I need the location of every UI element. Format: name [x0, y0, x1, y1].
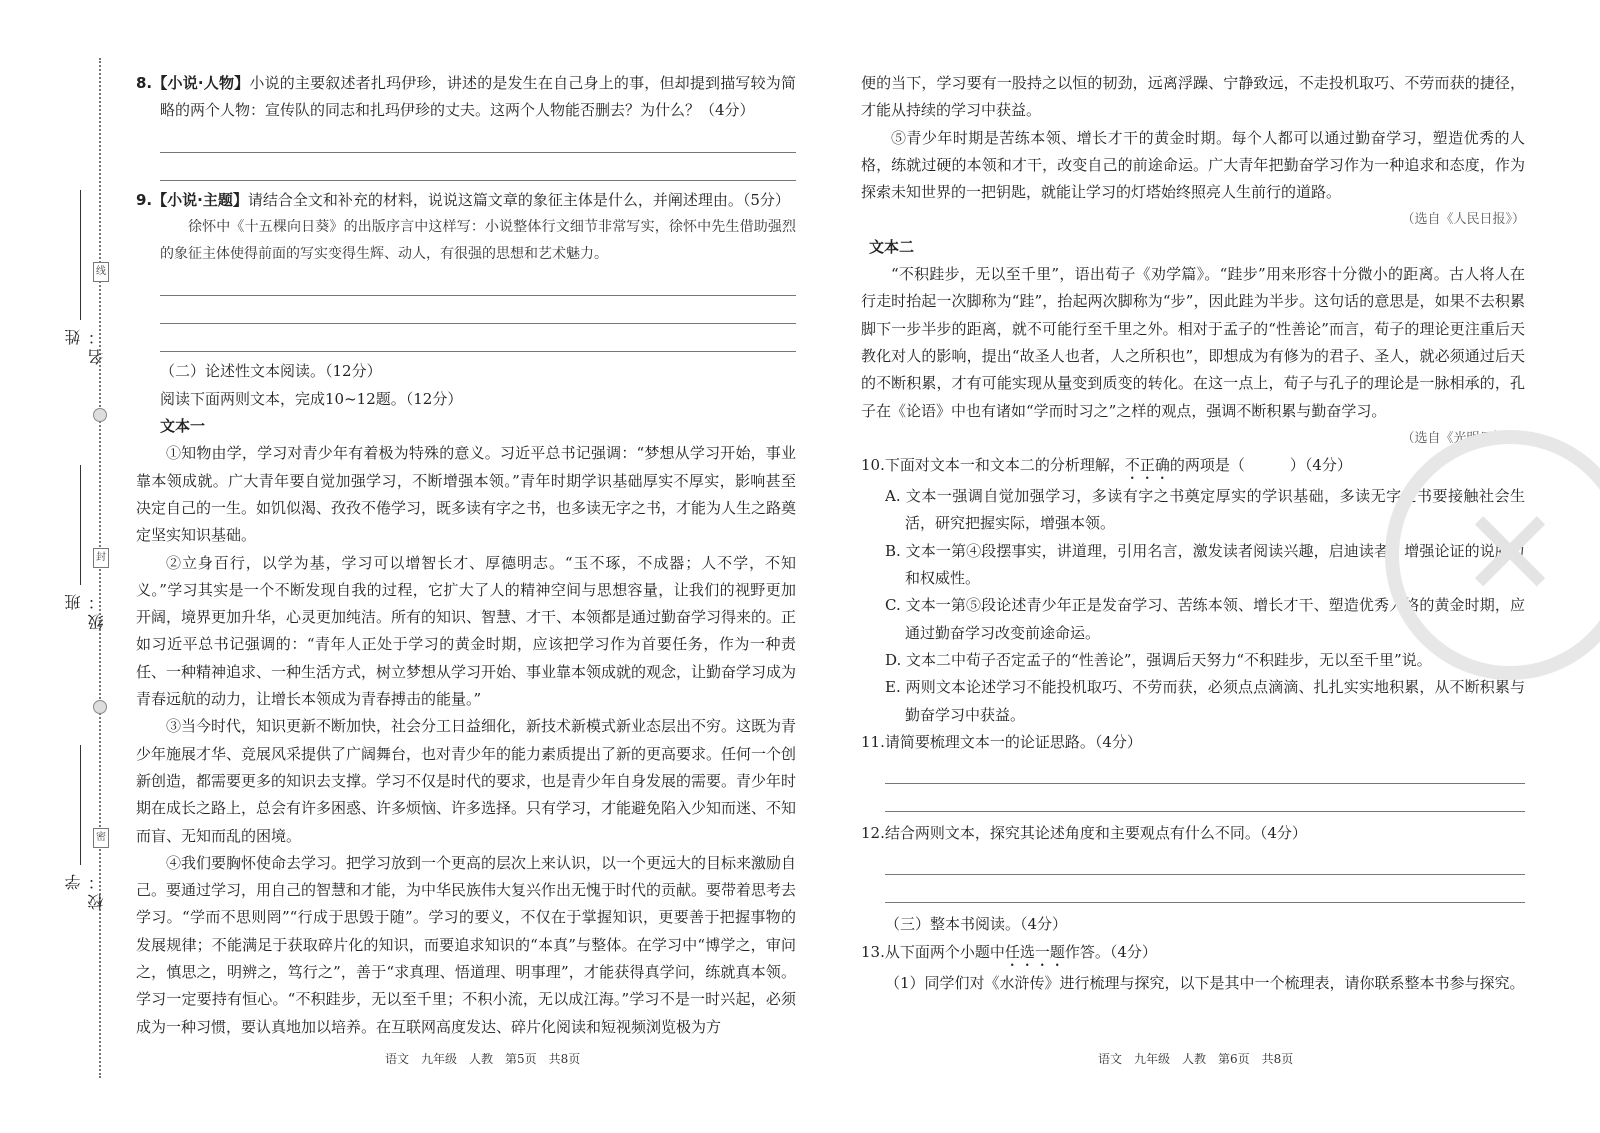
- class-field[interactable]: [80, 465, 81, 585]
- paragraph: ③当今时代，知识更新不断加快，社会分工日益细化，新技术新模式新业态层出不穷。这既为青少年施展才华、竞展风采提供了广阔舞台，也对青少年的能力素质提出了新的更高要求。任何一个创新创造，都需要更多的知识去支撑。学习不仅是时代的要求，也是青少年自身发展的需要。青少年时期在成长之路上，总会有许多困惑、许多烦恼、许多选择。只有学习，才能避免陷入少知而迷、不知而盲、无知而乱的困境。: [136, 717, 797, 845]
- paragraph: ④我们要胸怀使命去学习。把学习放到一个更高的层次上来认识，以一个更远大的目标来激励自己。要通过学习，用自己的智慧和才能，为中华民族伟大复兴作出无愧于时代的贡献。要带着思考去学习。“学而不思则罔”“行成于思毁于随”。学习的要义，不仅在于掌握知识，更要善于把握事物的发展规律；不能满足于获取碎片化的知识，而要追求知识的“本真”与整体。在学习中“博学之，审问之，慎思之，明辨之，笃行之”，善于“求真理、悟道理、明事理”，才能获得真学问，练就真本领。学习一定要持有恒心。“不积跬步，无以至千里；不积小流，无以成江海。”学习不是一时兴起，必须成为一种习惯，要认真地加以培养。在互联网高度发达、碎片化阅读和短视频浏览极为方: [136, 853, 797, 1036]
- question-13: 13.从下面两个小题中任选一题作答。（4分）: [861, 942, 1157, 961]
- answer-line[interactable]: [160, 324, 796, 352]
- binding-margin: [0, 0, 120, 1133]
- question-8: 8.【小说·人物】小说的主要叙述者扎玛伊珍，讲述的是发生在自己身上的事，但却提到描写较为简略的两个人物：宣传队的同志和扎玛伊珍的丈夫。这两个人物能否删去？为什么？（4分）: [136, 74, 796, 120]
- page-footer: 语文 九年级 人教 第5页 共8页: [385, 1052, 581, 1066]
- answer-line[interactable]: [885, 875, 1525, 903]
- question-12: 12.结合两则文本，探究其论述角度和主要观点有什么不同。（4分）: [861, 824, 1307, 843]
- answer-line[interactable]: [885, 784, 1525, 812]
- seal-mark-xian: 线: [93, 262, 109, 282]
- name-field[interactable]: [80, 190, 81, 320]
- answer-line[interactable]: [885, 847, 1525, 875]
- class-label: 班级：: [64, 590, 106, 630]
- page-footer: 语文 九年级 人教 第6页 共8页: [1098, 1052, 1294, 1066]
- option-d: D. 文本二中荀子否定孟子的“性善论”，强调后天努力“不积跬步，无以至千里”说。: [885, 650, 1432, 669]
- question-9: 9.【小说·主题】请结合全文和补充的材料，说说这篇文章的象征主体是什么，并阐述理由。（5分）: [136, 190, 790, 209]
- school-field[interactable]: [80, 745, 81, 865]
- question-11: 11.请简要梳理文本一的论证思路。（4分）: [861, 732, 1142, 751]
- left-page: [136, 70, 796, 1041]
- seal-mark-mi: 密: [93, 828, 109, 848]
- question-10: 10.下面对文本一和文本二的分析理解，不正确的两项是（ ）（4分）: [861, 456, 1352, 475]
- source-citation: （选自《人民日报》）: [1401, 212, 1525, 228]
- paragraph: ②立身百行，以学为基，学习可以增智长才、厚德明志。“玉不琢，不成器；人不学，不知义。”学习其实是一个不断发现自我的过程，它扩大了人的精神空间与思想容量，让我们的视野更加开阔，境界更加升华，心灵更加纯洁。所有的知识、智慧、才干、本领都是通过勤奋学习得来的。正如习近平总书记强调的：“青年人正处于学习的黄金时期，应该把学习作为首要任务，作为一种责任、一种精神追求、一种生活方式，树立梦想从学习开始、事业靠本领成就的观念，让勤奋学习成为青春远航的动力，让增长本领成为青春搏击的能量。”: [136, 553, 797, 709]
- option-c: C. 文本一第⑤段论述青少年正是发奋学习、苦练本领、增长才干、塑造优秀人格的黄金时期，应通过勤奋学习改变前途命运。: [885, 596, 1525, 642]
- seal-watermark-icon: ✕: [1385, 430, 1600, 680]
- option-a: A. 文本一强调自觉加强学习，多读有字之书奠定厚实的学识基础，多读无字之书要接触社会生活，研究把握实际，增强本领。: [885, 487, 1525, 533]
- paragraph: 便的当下，学习要有一股持之以恒的韧劲，远离浮躁、宁静致远，不走投机取巧、不劳而获的捷径，才能从持续的学习中获益。: [861, 74, 1525, 120]
- binding-hole-icon: [93, 700, 107, 714]
- answer-line[interactable]: [160, 296, 796, 324]
- answer-line[interactable]: [160, 268, 796, 296]
- paragraph: ⑤青少年时期是苦练本领、增长才干的黄金时期。每个人都可以通过勤奋学习，塑造优秀的人格，练就过硬的本领和才干，改变自己的前途命运。广大青年把勤奋学习作为一种追求和态度，作为探索未知世界的一把钥匙，就能让学习的灯塔始终照亮人生前行的道路。: [861, 128, 1525, 202]
- school-label: 学校：: [64, 870, 106, 910]
- answer-line[interactable]: [160, 153, 796, 181]
- answer-line[interactable]: [885, 756, 1525, 784]
- text-two-title: 文本二: [869, 237, 915, 256]
- name-label: 姓名：: [64, 325, 106, 365]
- question-13-1: （1）同学们对《水浒传》进行梳理与探究，以下是其中一个梳理表，请你联系整本书参与探究。: [885, 973, 1525, 992]
- answer-line[interactable]: [160, 125, 796, 153]
- paragraph: ①知物由学，学习对青少年有着极为特殊的意义。习近平总书记强调：“梦想从学习开始，事业靠本领成就。广大青年要自觉加强学习，不断增强本领。”青年时期学识基础厚实不厚实，影响甚至决定自己的一生。如饥似渴、孜孜不倦学习，既多读有字之书，也多读无字之书，才能为人生之路奠定坚实知识基础。: [136, 444, 797, 545]
- section-title: （二）论述性文本阅读。（12分）: [160, 362, 382, 381]
- cut-line: [99, 58, 101, 1078]
- option-b: B. 文本一第④段摆事实，讲道理，引用名言，激发读者阅读兴趣，启迪读者，增强论证的说服力和权威性。: [885, 541, 1525, 588]
- source-citation: （选自《光明日报》）: [1401, 430, 1525, 446]
- text-one-title: 文本一: [160, 417, 206, 436]
- paragraph: “不积跬步，无以至千里”，语出荀子《劝学篇》。“跬步”用来形容十分微小的距离。古人将人在行走时抬起一次脚称为“跬”，抬起两次脚称为“步”，因此跬为半步。这句话的意思是，如果不去积累脚下一步半步的距离，就不可能行至千里之外。相对于孟子的“性善论”而言，荀子的理论更注重后天教化对人的影响，提出“故圣人也者，人之所积也”，即想成为有修为的君子、圣人，就必须通过后天的不断积累，才有可能实现从量变到质变的转化。在这一点上，荀子与孔子的理论是一脉相承的，孔子在《论语》中也有诸如“学而时习之”之样的观点，强调不断积累与勤奋学习。: [861, 265, 1525, 420]
- section-title: （三）整本书阅读。（4分）: [885, 915, 1068, 934]
- binding-hole-icon: [93, 408, 107, 422]
- question-9-material: 徐怀中《十五棵向日葵》的出版序言中这样写：小说整体行文细节非常写实，徐怀中先生借助强烈的象征主体使得前面的写实变得生辉、动人，有很强的思想和艺术魅力。: [160, 218, 796, 263]
- seal-mark-feng: 封: [93, 548, 109, 568]
- option-e: E. 两则文本论述学习不能投机取巧、不劳而获，必须点点滴滴、扎扎实实地积累，从不断积累与勤奋学习中获益。: [885, 678, 1525, 724]
- reading-instruction: 阅读下面两则文本，完成10~12题。（12分）: [160, 389, 463, 408]
